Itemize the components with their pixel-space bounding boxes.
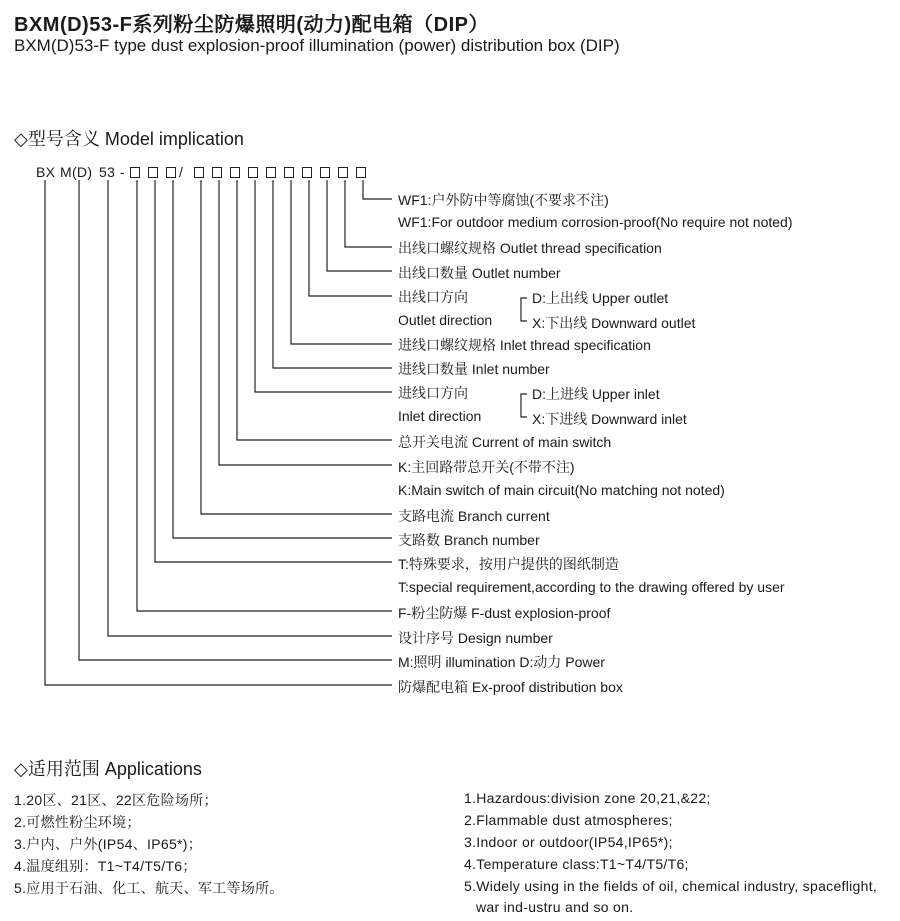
label-outlet-direction-en: Outlet direction	[398, 312, 493, 328]
leader-design-number	[108, 180, 392, 636]
code-dash: -	[120, 164, 125, 180]
label-downward-inlet: X:下进线 Downward inlet	[532, 411, 687, 427]
page-subtitle: BXM(D)53-F type dust explosion-proof illumination (power) distribution box (DIP)	[14, 36, 620, 55]
label-design-number: 设计序号 Design number	[398, 630, 553, 646]
code-slash: /	[179, 164, 184, 180]
application-en-4: 4.Temperature class:T1~T4/T5/T6;	[464, 856, 689, 872]
leader-branch-current	[201, 180, 392, 514]
label-branch-number: 支路数 Branch number	[398, 532, 540, 548]
leader-inlet-direction	[255, 180, 392, 392]
label-inlet-direction-cn: 进线口方向	[398, 385, 468, 401]
label-bx: 防爆配电箱 Ex-proof distribution box	[398, 679, 623, 695]
label-inlet-thread: 进线口螺纹规格 Inlet thread specification	[398, 337, 651, 353]
label-outlet-thread: 出线口螺纹规格 Outlet thread specification	[398, 240, 662, 256]
label-wf1-cn: WF1:户外防中等腐蚀(不要求不注)	[398, 192, 609, 208]
label-main-switch-cn: K:主回路带总开关(不带不注)	[398, 459, 575, 475]
label-upper-inlet: D:上进线 Upper inlet	[532, 386, 660, 402]
leader-outlet-number	[327, 180, 392, 271]
leader-inlet-thread	[291, 180, 392, 344]
page-title: BXM(D)53-F系列粉尘防爆照明(动力)配电箱（DIP）	[14, 14, 489, 36]
leader-outlet-thread	[345, 180, 392, 247]
label-main-switch-en: K:Main switch of main circuit(No matching not noted)	[398, 482, 725, 498]
application-en-1: 1.Hazardous:division zone 20,21,&22;	[464, 790, 711, 806]
label-special-cn: T:特殊要求，按用户提供的图纸制造	[398, 556, 619, 572]
label-outlet-number: 出线口数量 Outlet number	[398, 265, 561, 281]
application-en-5-cont: war ind-ustru and so on.	[476, 899, 634, 915]
label-wf1-en: WF1:For outdoor medium corrosion-proof(No require not noted)	[398, 214, 793, 230]
code-bx: BX	[36, 164, 56, 180]
application-cn-5: 5.应用于石油、化工、航天、军工等场所。	[14, 880, 284, 896]
label-branch-current: 支路电流 Branch current	[398, 508, 550, 524]
application-en-3: 3.Indoor or outdoor(IP54,IP65*);	[464, 834, 673, 850]
leader-outlet-direction	[309, 180, 392, 296]
application-en-2: 2.Flammable dust atmospheres;	[464, 812, 673, 828]
outlet-direction-bracket	[521, 298, 527, 321]
leader-f-dust	[137, 180, 392, 611]
leader-md	[79, 180, 392, 660]
code-md: M(D)	[60, 164, 93, 180]
label-f-dust: F-粉尘防爆 F-dust explosion-proof	[398, 605, 611, 621]
leader-main-switch	[219, 180, 392, 465]
leader-main-switch-current	[237, 180, 392, 440]
code-53: 53	[99, 164, 116, 180]
application-en-5: 5.Widely using in the fields of oil, chemical industry, spaceflight,	[464, 878, 878, 894]
model-heading: ◇型号含义 Model implication	[14, 129, 244, 149]
label-upper-outlet: D:上出线 Upper outlet	[532, 290, 669, 306]
label-inlet-number: 进线口数量 Inlet number	[398, 361, 550, 377]
label-md: M:照明 illumination D:动力 Power	[398, 654, 605, 670]
inlet-direction-bracket	[521, 394, 527, 417]
application-cn-3: 3.户内、户外(IP54、IP65*)；	[14, 836, 203, 852]
application-cn-4: 4.温度组别：T1~T4/T5/T6；	[14, 858, 197, 874]
application-cn-1: 1.20区、21区、22区危险场所；	[14, 792, 218, 808]
label-special-en: T:special requirement,according to the drawing offered by user	[398, 579, 785, 595]
label-main-switch-current: 总开关电流 Current of main switch	[398, 434, 612, 450]
label-outlet-direction-cn: 出线口方向	[398, 289, 468, 305]
label-inlet-direction-en: Inlet direction	[398, 408, 482, 424]
applications-heading: ◇适用范围 Applications	[14, 759, 202, 779]
leader-wf1	[363, 180, 392, 199]
label-downward-outlet: X:下出线 Downward outlet	[532, 315, 696, 331]
leader-branch-number	[173, 180, 392, 538]
application-cn-2: 2.可燃性粉尘环境；	[14, 814, 141, 830]
